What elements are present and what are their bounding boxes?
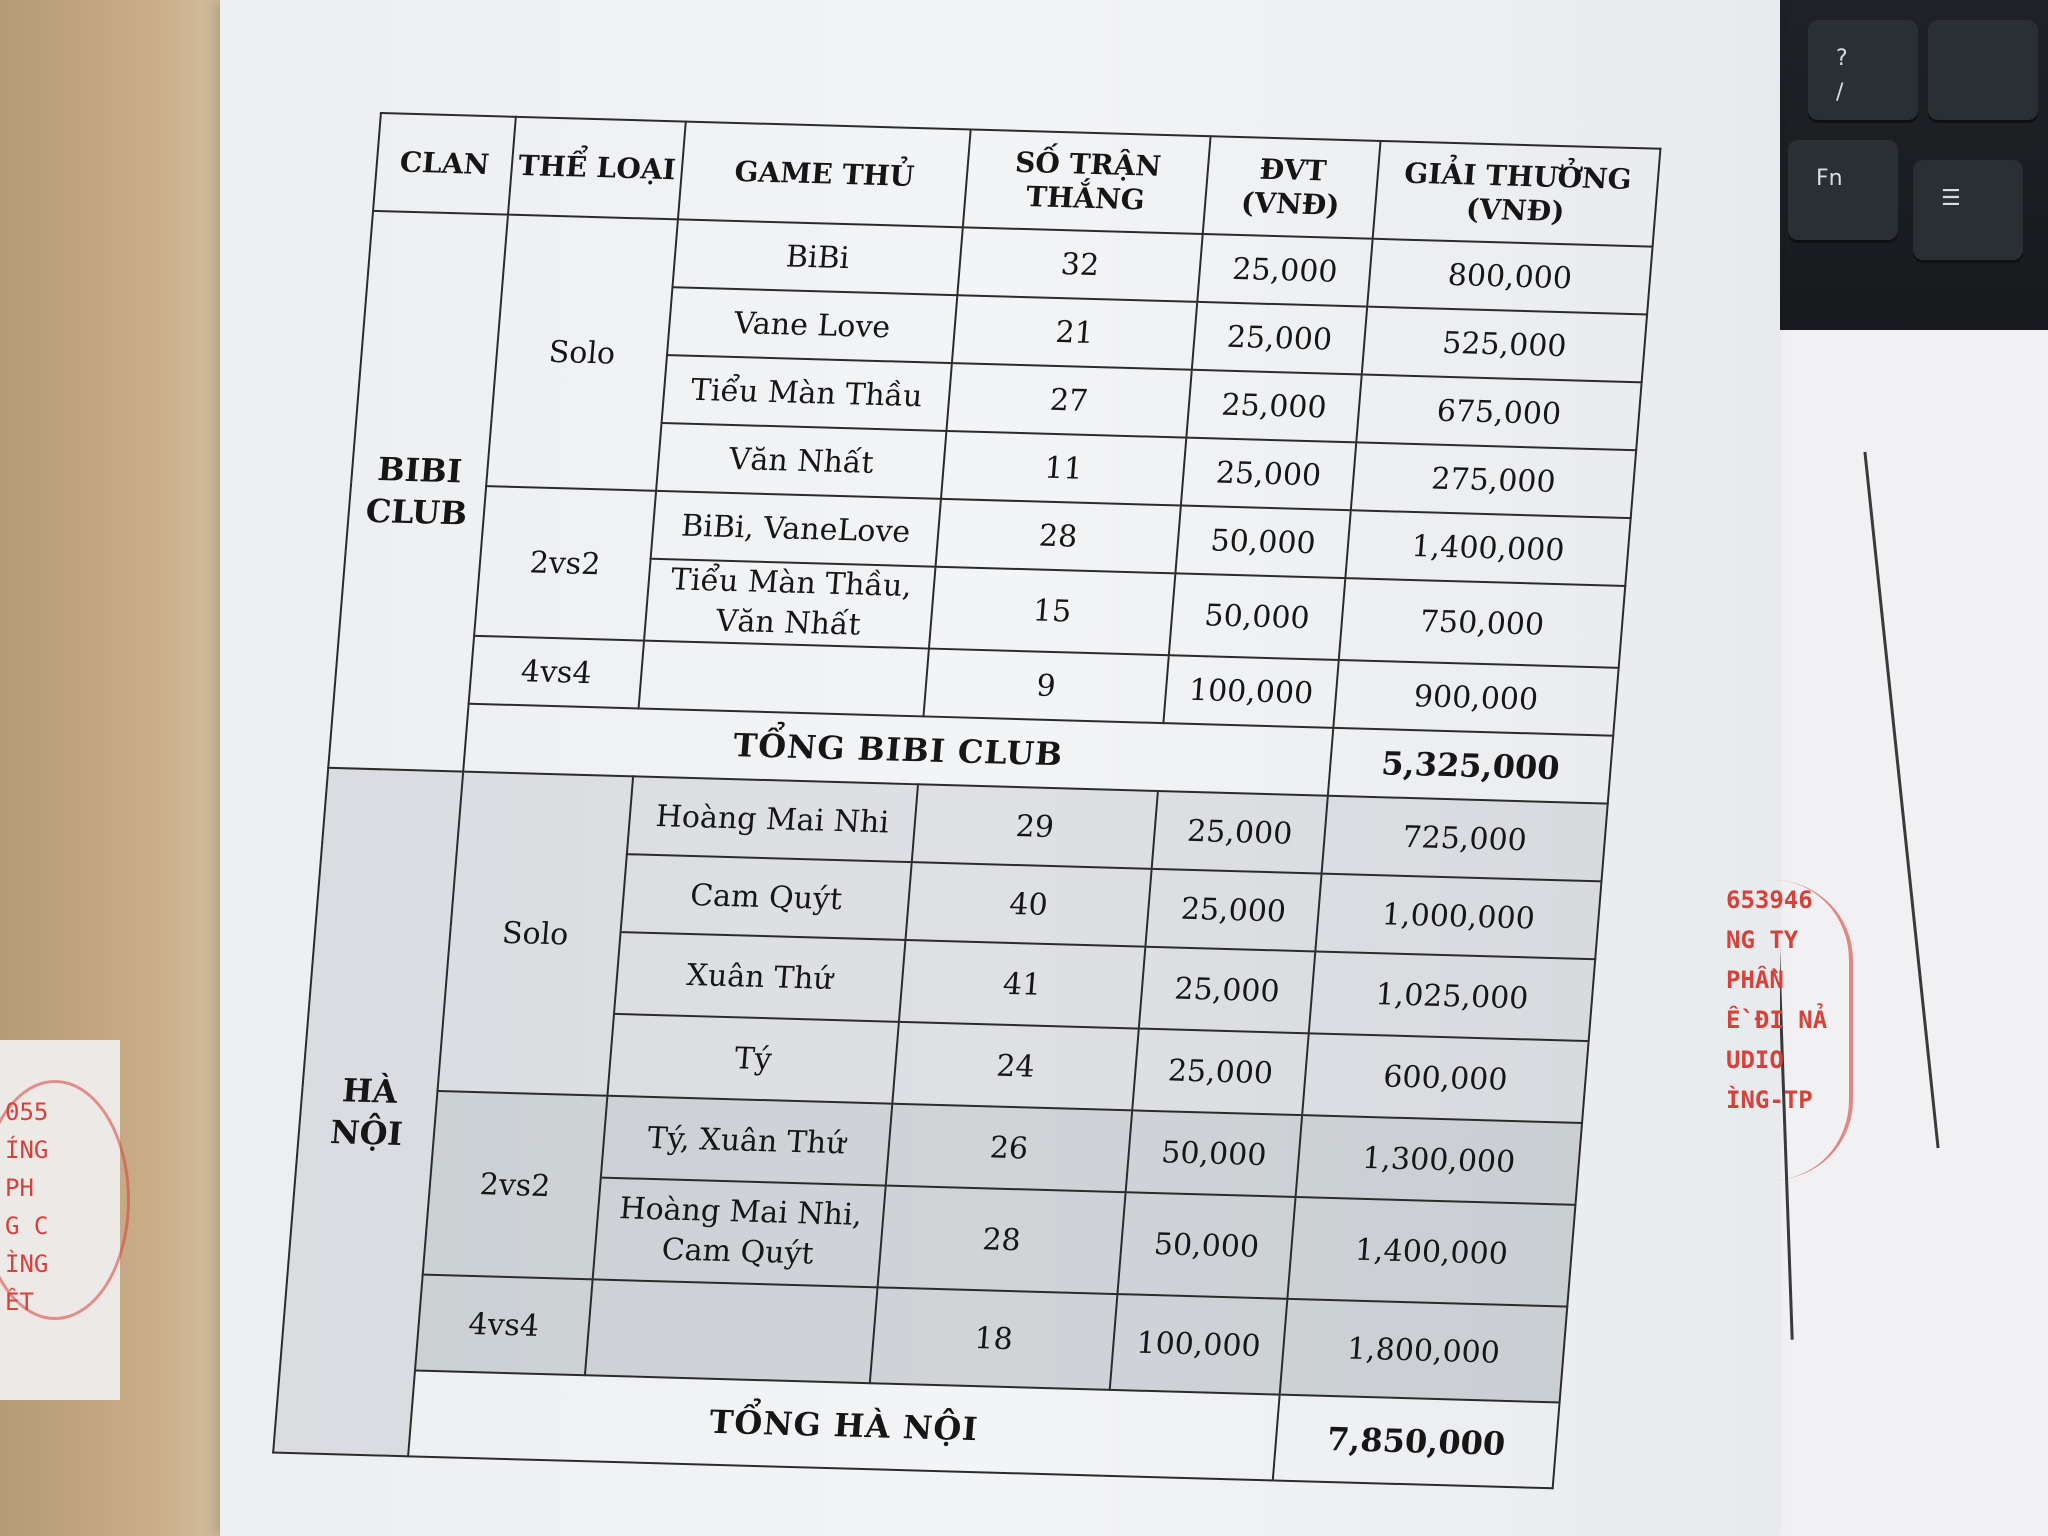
prize-cell: 600,000 [1302,1033,1588,1123]
keyboard-key: ☰ [1913,160,2023,260]
total-value: 5,325,000 [1328,728,1613,804]
unit-cell: 50,000 [1126,1110,1303,1197]
wins-cell: 18 [870,1287,1118,1390]
unit-cell: 50,000 [1175,506,1350,579]
player-cell: Tiểu Màn Thầu [662,355,952,431]
player-cell: Hoàng Mai Nhi, Cam Quýt [593,1178,886,1288]
stamp-left-line: ÌNG [5,1250,49,1278]
wins-cell: 40 [905,862,1151,947]
player-cell: Cam Quýt [621,854,912,940]
stamp-left-line: ÍNG [5,1136,49,1164]
prize-cell: 1,400,000 [1345,510,1630,586]
prize-cell: 750,000 [1339,578,1625,668]
player-cell: Tý [607,1014,898,1104]
clan-cell: BIBI CLUB [328,211,508,772]
unit-cell: 25,000 [1192,302,1367,375]
prize-cell: 1,025,000 [1309,951,1595,1041]
wins-cell: 21 [952,295,1197,370]
unit-cell: 25,000 [1139,947,1316,1034]
total-label: TỔNG HÀ NỘI [408,1370,1280,1480]
player-cell [639,641,929,717]
prize-table [272,112,1661,1489]
wins-cell: 9 [923,649,1168,724]
player-cell: Tiểu Màn Thầu, Văn Nhất [644,559,935,649]
wins-cell: 29 [912,784,1158,869]
stamp-right-line: NG TY [1726,926,1799,954]
clan-cell: HÀ NỘI [273,768,463,1456]
unit-cell: 50,000 [1169,573,1346,660]
player-cell: Hoàng Mai Nhi [627,776,918,862]
prize-cell: 800,000 [1367,239,1652,315]
unit-cell: 50,000 [1117,1192,1295,1299]
category-cell: 2vs2 [423,1091,608,1279]
player-cell: BiBi, VaneLove [651,491,941,567]
stamp-left-line: PH [5,1174,34,1202]
wins-cell: 27 [946,363,1191,438]
red-stamp-right [1718,880,1853,1180]
column-header-player: GAME THỦ [678,122,971,228]
total-value: 7,850,000 [1273,1395,1560,1489]
prize-cell: 1,400,000 [1287,1197,1575,1307]
prize-cell: 525,000 [1362,307,1647,383]
column-header-category: THỂ LOẠI [508,117,686,220]
stamp-left-line: ÊT [5,1288,34,1316]
prize-cell: 675,000 [1356,375,1641,451]
stamp-right-line: 653946 [1726,886,1813,914]
unit-cell: 25,000 [1145,869,1321,952]
keyboard-key [1928,20,2038,120]
player-cell: Xuân Thứ [614,932,905,1022]
column-header-wins: SỐ TRẬN THẮNG [963,129,1211,234]
category-cell: Solo [437,772,633,1096]
category-cell: 2vs2 [474,486,656,640]
prize-cell: 725,000 [1322,796,1608,882]
keyboard-key: Fn [1788,140,1898,240]
wins-cell: 28 [878,1186,1126,1295]
category-cell: 4vs4 [415,1275,593,1376]
player-cell [585,1279,878,1383]
column-header-prize: GIẢI THƯỞNG (VNĐ) [1373,141,1661,247]
prize-cell: 1,800,000 [1280,1299,1568,1403]
red-stamp-left [0,1080,130,1320]
wins-cell: 24 [892,1022,1138,1111]
unit-cell: 25,000 [1152,791,1328,874]
unit-cell: 25,000 [1132,1029,1309,1116]
prize-cell: 900,000 [1333,660,1618,736]
stamp-right-line: ÌNG-TP [1726,1086,1813,1114]
prize-table-wrapper [272,112,1659,1489]
unit-cell: 100,000 [1110,1294,1288,1395]
stamp-right-line: UDIO [1726,1046,1784,1074]
wins-cell: 32 [957,227,1202,302]
stamp-left-line: G C [5,1212,49,1240]
wins-cell: 11 [941,431,1186,506]
wins-cell: 26 [886,1104,1132,1193]
unit-cell: 25,000 [1186,370,1361,443]
stamp-left-line: 055 [5,1098,49,1126]
player-cell: Văn Nhất [656,423,946,499]
column-header-unit: ĐVT (VNĐ) [1203,136,1381,239]
player-cell: BiBi [672,219,962,295]
prize-cell: 1,300,000 [1296,1115,1582,1205]
unit-cell: 100,000 [1163,655,1338,728]
player-cell: Tý, Xuân Thứ [601,1096,892,1186]
prize-cell: 1,000,000 [1315,874,1601,960]
total-label: TỔNG BIBI CLUB [463,704,1333,796]
player-cell: Vane Love [667,287,957,363]
stamp-right-line: PHẦN [1726,966,1784,994]
unit-cell: 25,000 [1181,438,1356,511]
prize-cell: 275,000 [1351,442,1636,518]
wins-cell: 41 [899,940,1145,1029]
wins-cell: 28 [936,499,1181,574]
keyboard-key: ? / [1808,20,1918,120]
column-header-clan: CLAN [373,113,516,215]
wins-cell: 15 [929,567,1175,656]
category-cell: 4vs4 [469,636,644,709]
stamp-right-line: Ề ĐI NẢ [1726,1006,1828,1034]
category-cell: Solo [486,215,678,491]
unit-cell: 25,000 [1197,234,1372,307]
